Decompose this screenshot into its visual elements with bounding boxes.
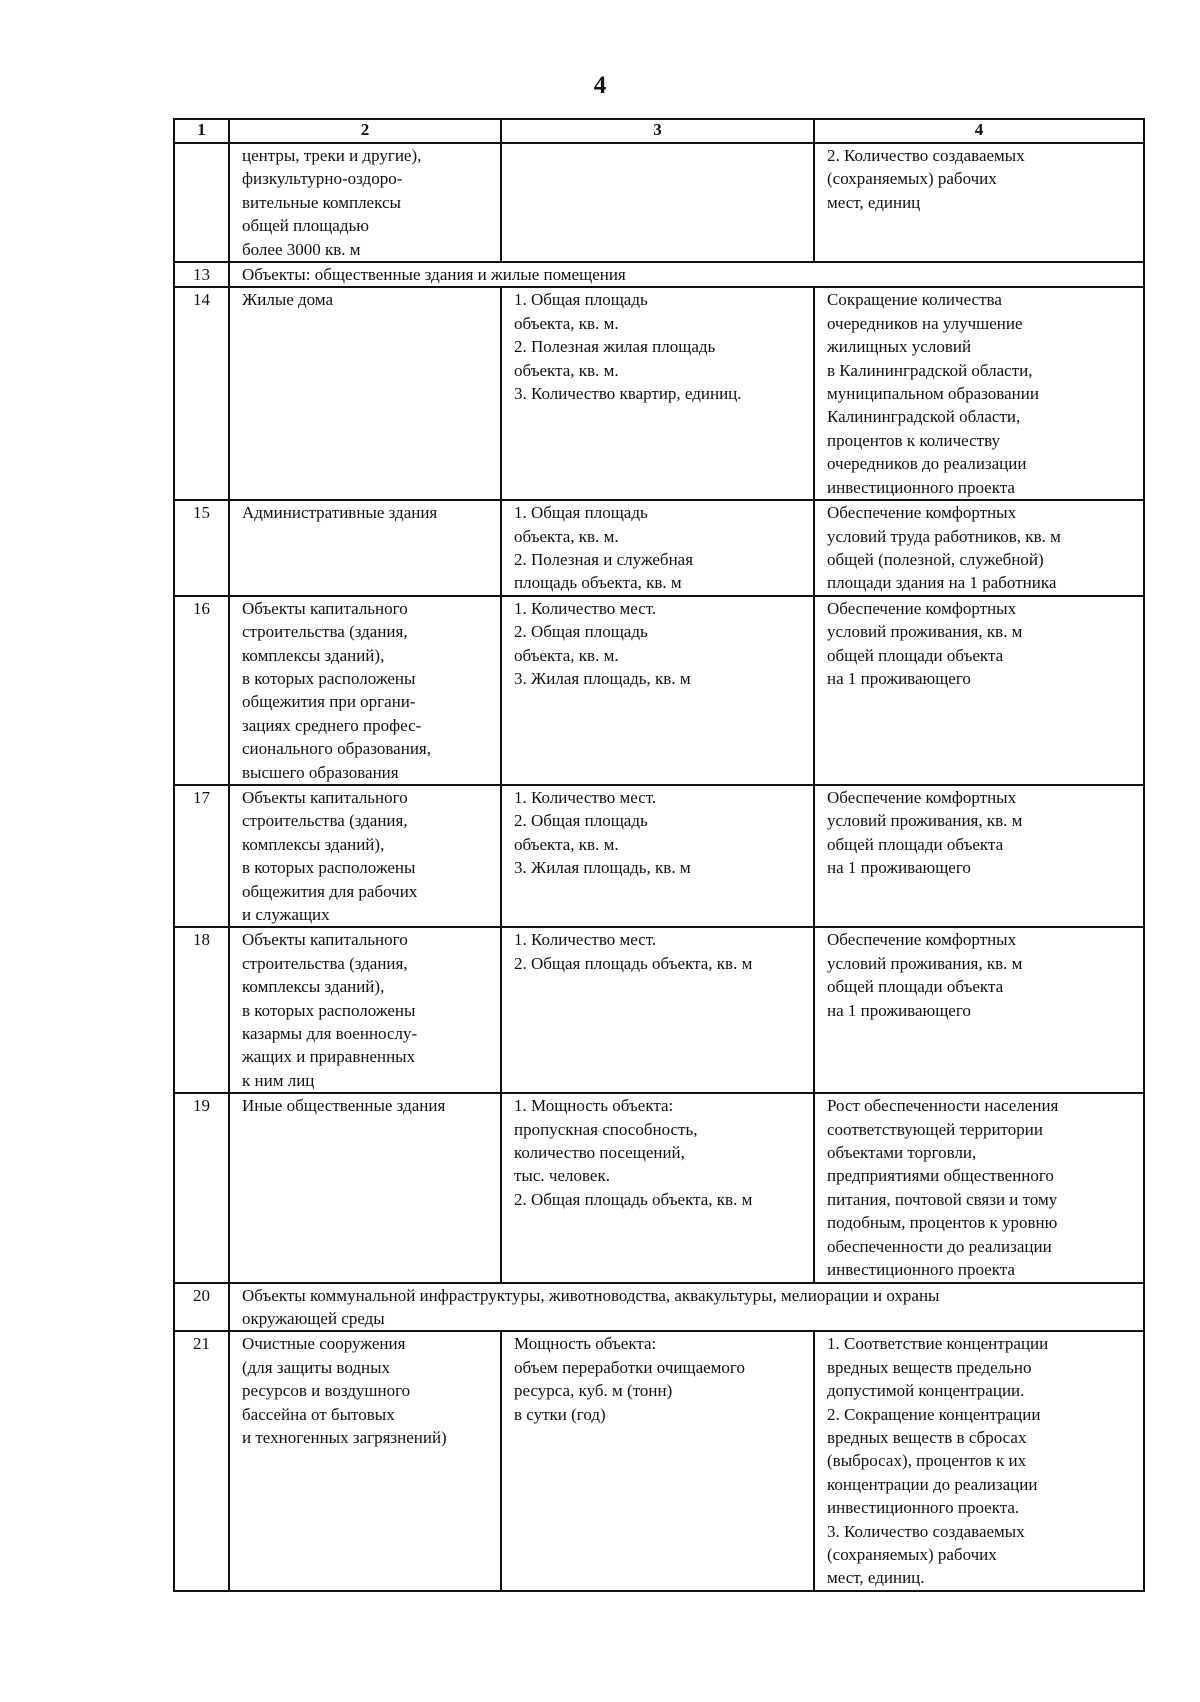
indicators-cell: 1. Количество мест. 2. Общая площадь объекта, кв. м [501,927,814,1093]
row-number: 17 [174,785,229,927]
table-row [174,1093,1144,1282]
row-number [174,143,229,262]
row-number: 19 [174,1093,229,1282]
section-title: Объекты коммунальной инфраструктуры, животноводства, аквакультуры, мелиорации и охраны окружающей среды [229,1283,1144,1332]
indicators-cell [501,143,814,262]
indicators-cell: 1. Количество мест. 2. Общая площадь объекта, кв. м. 3. Жилая площадь, кв. м [501,596,814,785]
table-row [174,927,1144,1093]
results-cell: Сокращение количества очередников на улучшение жилищных условий в Калининградской области, муниципальном образовании Калининградской области, процентов к количеству очередников до реализации инвестиционного проекта [814,287,1144,500]
table-row [174,287,1144,500]
header-cell: 3 [501,119,814,143]
results-cell: Обеспечение комфортных условий проживания, кв. м общей площади объекта на 1 проживающего [814,927,1144,1093]
section-row [174,1283,1144,1332]
table-header-row [174,119,1144,143]
indicators-cell: Мощность объекта: объем переработки очищаемого ресурса, куб. м (тонн) в сутки (год) [501,1331,814,1590]
object-cell: Жилые дома [229,287,501,500]
table-row [174,785,1144,927]
indicators-cell: 1. Количество мест. 2. Общая площадь объекта, кв. м. 3. Жилая площадь, кв. м [501,785,814,927]
header-cell: 4 [814,119,1144,143]
table-row [174,500,1144,596]
object-cell: Объекты капитального строительства (здания, комплексы зданий), в которых расположены казармы для военнослу- жащих и приравненных к ним лиц [229,927,501,1093]
results-cell: 2. Количество создаваемых (сохраняемых) рабочих мест, единиц [814,143,1144,262]
header-cell: 2 [229,119,501,143]
indicators-cell: 1. Общая площадь объекта, кв. м. 2. Полезная жилая площадь объекта, кв. м. 3. Количество квартир, единиц. [501,287,814,500]
object-cell: Объекты капитального строительства (здания, комплексы зданий), в которых расположены общежития для рабочих и служащих [229,785,501,927]
header-cell: 1 [174,119,229,143]
results-cell: Обеспечение комфортных условий труда работников, кв. м общей (полезной, служебной) площади здания на 1 работника [814,500,1144,596]
row-number: 14 [174,287,229,500]
results-cell: Рост обеспеченности населения соответствующей территории объектами торговли, предприятиями общественного питания, почтовой связи и тому подобным, процентов к уровню обеспеченности до реализации инвестиционного проекта [814,1093,1144,1282]
table-row [174,1331,1144,1590]
indicators-cell: 1. Общая площадь объекта, кв. м. 2. Полезная и служебная площадь объекта, кв. м [501,500,814,596]
row-number: 16 [174,596,229,785]
indicators-table [173,118,1145,1592]
results-cell: 1. Соответствие концентрации вредных веществ предельно допустимой концентрации. 2. Сокращение концентрации вредных веществ в сбросах (выбросах), процентов к их концентрации до реализации инвестиционного проекта. 3. Количество создаваемых (сохраняемых) рабочих мест, единиц. [814,1331,1144,1590]
row-number: 13 [174,262,229,287]
table-row [174,596,1144,785]
object-cell: Объекты капитального строительства (здания, комплексы зданий), в которых расположены общежития при органи- зациях среднего профес- сионального образования, высшего образования [229,596,501,785]
row-number: 20 [174,1283,229,1332]
section-title: Объекты: общественные здания и жилые помещения [229,262,1144,287]
row-number: 15 [174,500,229,596]
row-number: 21 [174,1331,229,1590]
object-cell: центры, треки и другие), физкультурно-оздоро- вительные комплексы общей площадью более 3000 кв. м [229,143,501,262]
results-cell: Обеспечение комфортных условий проживания, кв. м общей площади объекта на 1 проживающего [814,785,1144,927]
section-row [174,262,1144,287]
results-cell: Обеспечение комфортных условий проживания, кв. м общей площади объекта на 1 проживающего [814,596,1144,785]
table-row [174,143,1144,262]
object-cell: Очистные сооружения (для защиты водных ресурсов и воздушного бассейна от бытовых и техногенных загрязнений) [229,1331,501,1590]
object-cell: Иные общественные здания [229,1093,501,1282]
row-number: 18 [174,927,229,1093]
object-cell: Административные здания [229,500,501,596]
page-number: 4 [593,72,607,99]
indicators-cell: 1. Мощность объекта: пропускная способность, количество посещений, тыс. человек. 2. Общая площадь объекта, кв. м [501,1093,814,1282]
